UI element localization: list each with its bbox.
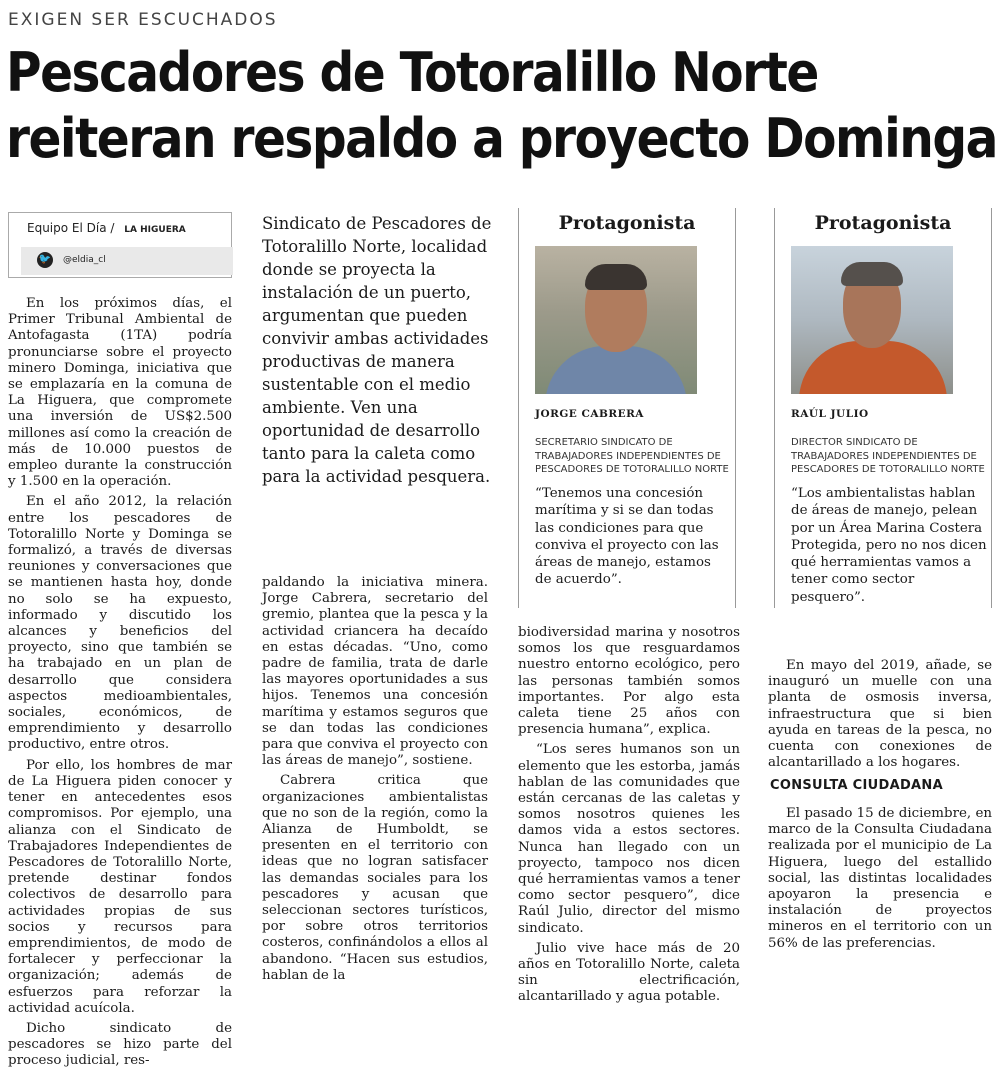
byline-box — [8, 212, 232, 278]
paragraph: Julio vive hace más de 20 años en Totoralillo Norte, caleta sin electrificación, alcantarillado y agua potable. — [518, 940, 740, 1005]
article-column-4 — [768, 658, 992, 775]
article-column-4-continued — [768, 806, 992, 956]
protagonist-title: Protagonista — [558, 212, 696, 234]
paragraph: paldando la iniciativa minera. Jorge Cabrera, secretario del gremio, plantea que la pesca y la actividad criancera ha decaído en estas décadas. “Uno, como padre de familia, trata de darle las mayores oportunidades a sus hijos. Tenemos una concesión marítima y estamos seguros que se dan todas las condiciones para que conviva el proyecto con las áreas de manejo”, sostiene. — [262, 575, 488, 769]
protagonist-name: RAÚL JULIO — [791, 408, 869, 420]
protagonist-card-2 — [774, 208, 992, 608]
protagonist-title: Protagonista — [814, 212, 952, 234]
portrait-hair — [585, 264, 647, 290]
article-column-3 — [518, 625, 740, 1010]
twitter-bird-icon: 🐦 — [37, 252, 53, 268]
portrait-photo-jorge-cabrera — [535, 246, 697, 394]
protagonist-quote: “Los ambientalistas hablan de áreas de manejo, pelean por un Área Marina Costera Protegida, pero no nos dicen qué herramientas vamos a tener como sector pesquero”. — [791, 486, 987, 605]
protagonist-role: DIRECTOR SINDICATO DE TRABAJADORES INDEPENDIENTES DE PESCADORES DE TOTORALILLO NORTE — [791, 437, 985, 475]
twitter-bar — [21, 247, 233, 275]
portrait-body — [799, 341, 947, 394]
portrait-body — [545, 346, 687, 394]
article-intro: Sindicato de Pescadores de Totoralillo Norte, localidad donde se proyecta la instalación de un puerto, argumentan que pueden convivir ambas actividades productivas de manera sustentable con el medio ambiente. Ven una oportunidad de desarrollo tanto para la caleta como para la actividad pesquera. — [262, 214, 492, 486]
article-column-1 — [8, 296, 232, 1074]
byline-location: LA HIGUERA — [124, 225, 186, 235]
headline — [6, 40, 1000, 172]
protagonist-name: JORGE CABRERA — [535, 408, 644, 420]
byline-author-line — [27, 221, 186, 235]
portrait-hair — [841, 262, 903, 286]
byline-author: Equipo El Día — [27, 221, 107, 235]
portrait-photo-raul-julio — [791, 246, 953, 394]
protagonist-card-1 — [518, 208, 736, 608]
byline-separator: / — [110, 221, 115, 235]
protagonist-role: SECRETARIO SINDICATO DE TRABAJADORES INDEPENDIENTES DE PESCADORES DE TOTORALILLO NORTE — [535, 437, 729, 475]
paragraph: En mayo del 2019, añade, se inauguró un muelle con una planta de osmosis inversa, infraestructura que si bien ayuda en tareas de la pesca, no cuenta con conexiones de alcantarillado a los hogares. — [768, 658, 992, 771]
protagonist-quote: “Tenemos una concesión marítima y si se dan todas las condiciones para que conviva el proyecto con las áreas de manejo, estamos de acuerdo”. — [535, 486, 719, 588]
paragraph: Cabrera critica que organizaciones ambientalistas que no son de la región, como la Alianza de Humboldt, se presenten en el territorio con ideas que no logran satisfacer las demandas sociales para los pescadores y acusan que seleccionan sectores turísticos, por sobre otros territorios costeros, confinándolos a ellos al abandono. “Hacen sus estudios, hablan de la — [262, 773, 488, 983]
paragraph: Por ello, los hombres de mar de La Higuera piden conocer y tener en antecedentes esos compromisos. Por ejemplo, una alianza con el Sindicato de Trabajadores Independientes de Pescadores de Totoralillo Norte, pretende destinar fondos colectivos de desarrollo para actividades propias de sus socios y recursos para emprendimientos, de modo de fortalecer y perfeccionar la organización; además de esfuerzos para reforzar la actividad acuícola. — [8, 757, 232, 1016]
kicker: EXIGEN SER ESCUCHADOS — [8, 10, 278, 30]
paragraph: Dicho sindicato de pescadores se hizo parte del proceso judicial, res- — [8, 1020, 232, 1069]
paragraph: En el año 2012, la relación entre los pescadores de Totoralillo Norte y Dominga se formalizó, a través de diversas reuniones y conversaciones que se mantienen hasta hoy, donde no solo se ha expuesto, informado y discutido los alcances y beneficios del proyecto, sino que también se ha trabajado en un plan de desarrollo que considera aspectos medioambientales, sociales, económicos, de emprendimiento y desarrollo productivo, entre otros. — [8, 494, 232, 753]
paragraph: biodiversidad marina y nosotros somos los que resguardamos nuestro entorno ecológico, pero las personas también somos importantes. Por algo esta caleta tiene 25 años con presencia humana”, explica. — [518, 625, 740, 738]
article-column-2 — [262, 575, 488, 988]
section-subhead: CONSULTA CIUDADANA — [770, 778, 943, 793]
paragraph: “Los seres humanos son un elemento que les estorba, jamás hablan de las comunidades que están cercanas de las caletas y somos nosotros quienes les damos vida a estos sectores. Nunca han llegado con un proyecto, tampoco nos dicen qué herramientas vamos a tener como sector pesquero”, dice Raúl Julio, director del mismo sindicato. — [518, 742, 740, 936]
headline-line-2: reiteran respaldo a proyecto Dominga — [6, 107, 997, 170]
paragraph: En los próximos días, el Primer Tribunal Ambiental de Antofagasta (1TA) podría pronunciarse sobre el proyecto minero Dominga, iniciativa que se emplazaría en la comuna de La Higuera, que compromete una inversión de US$2.500 millones así como la creación de más de 10.000 puestos de empleo durante la construcción y 1.500 en la operación. — [8, 296, 232, 490]
paragraph: El pasado 15 de diciembre, en marco de la Consulta Ciudadana realizada por el municipio de La Higuera, luego del estallido social, las distintas localidades apoyaron la presencia e instalación de proyectos mineros en el territorio con un 56% de las preferencias. — [768, 806, 992, 951]
twitter-handle: @eldia_cl — [63, 255, 106, 265]
headline-line-1: Pescadores de Totoralillo Norte — [6, 41, 818, 104]
